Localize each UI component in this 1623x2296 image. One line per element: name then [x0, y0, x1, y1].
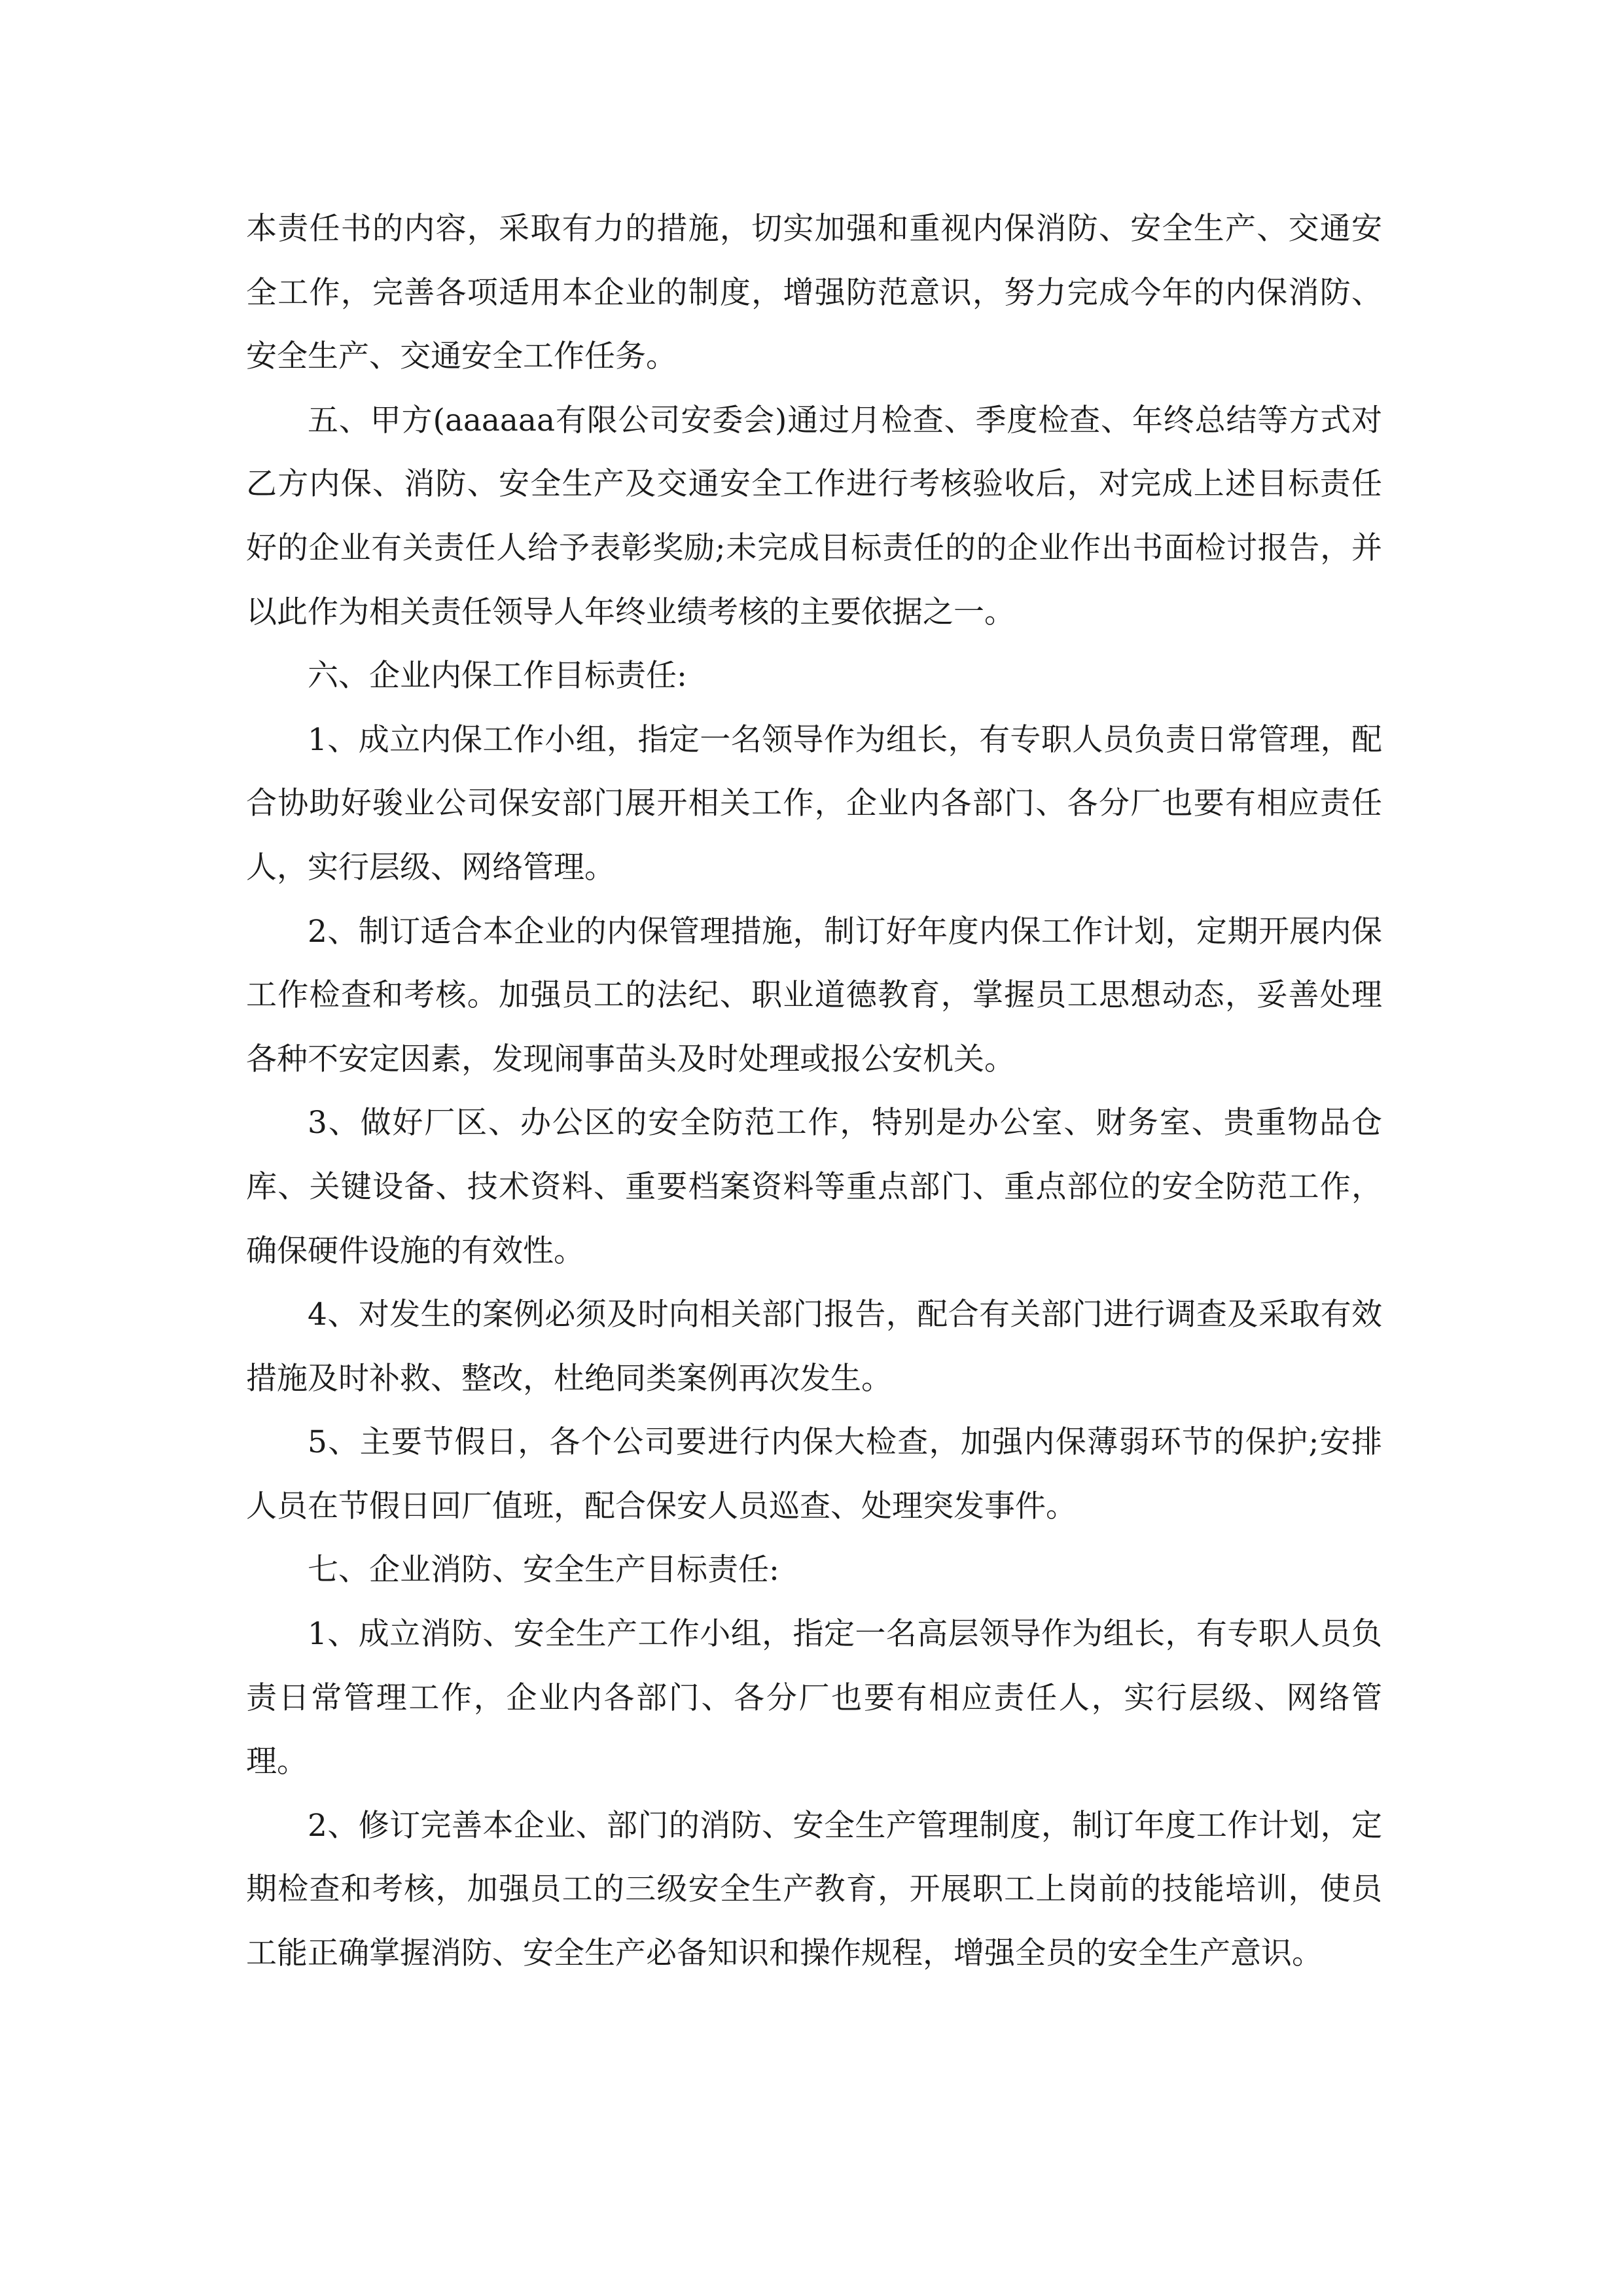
- paragraph-six-item-2: 2、制订适合本企业的内保管理措施，制订好年度内保工作计划，定期开展内保工作检查和考核。加强员工的法纪、职业道德教育，掌握员工思想动态，妥善处理各种不安定因素，发现闹事苗头及时处理或报公安机关。: [246, 913, 1382, 1077]
- paragraph-continuation: 本责任书的内容，采取有力的措施，切实加强和重视内保消防、安全生产、交通安全工作，完善各项适用本企业的制度，增强防范意识，努力完成今年的内保消防、安全生产、交通安全工作任务。: [246, 211, 1382, 375]
- paragraph-seven-item-1: 1、成立消防、安全生产工作小组，指定一名高层领导作为组长，有专职人员负责日常管理工作，企业内各部门、各分厂也要有相应责任人，实行层级、网络管理。: [246, 1616, 1382, 1780]
- paragraph-six-item-5: 5、主要节假日，各个公司要进行内保大检查，加强内保薄弱环节的保护;安排人员在节假日回厂值班，配合保安人员巡查、处理突发事件。: [246, 1424, 1382, 1524]
- paragraph-six-item-4: 4、对发生的案例必须及时向相关部门报告，配合有关部门进行调查及采取有效措施及时补救、整改，杜绝同类案例再次发生。: [246, 1297, 1382, 1397]
- paragraph-section-five: 五、甲方(aaaaaa有限公司安委会)通过月检查、季度检查、年终总结等方式对乙方内保、消防、安全生产及交通安全工作进行考核验收后，对完成上述目标责任好的企业有关责任人给予表彰奖励;未完成目标责任的的企业作出书面检讨报告，并以此作为相关责任领导人年终业绩考核的主要依据之一。: [246, 402, 1382, 630]
- paragraph-six-item-1: 1、成立内保工作小组，指定一名领导作为组长，有专职人员负责日常管理，配合协助好骏业公司保安部门展开相关工作，企业内各部门、各分厂也要有相应责任人，实行层级、网络管理。: [246, 721, 1382, 886]
- document-body: [246, 197, 1382, 1986]
- heading-section-seven: 七、企业消防、安全生产目标责任:: [308, 1552, 779, 1588]
- paragraph-six-item-3: 3、做好厂区、办公区的安全防范工作，特别是办公室、财务室、贵重物品仓库、关键设备、技术资料、重要档案资料等重点部门、重点部位的安全防范工作，确保硬件设施的有效性。: [246, 1105, 1382, 1269]
- paragraph-seven-item-2: 2、修订完善本企业、部门的消防、安全生产管理制度，制订年度工作计划，定期检查和考核，加强员工的三级安全生产教育，开展职工上岗前的技能培训，使员工能正确掌握消防、安全生产必备知识和操作规程，增强全员的安全生产意识。: [246, 1807, 1382, 1972]
- heading-section-six: 六、企业内保工作目标责任:: [308, 658, 687, 694]
